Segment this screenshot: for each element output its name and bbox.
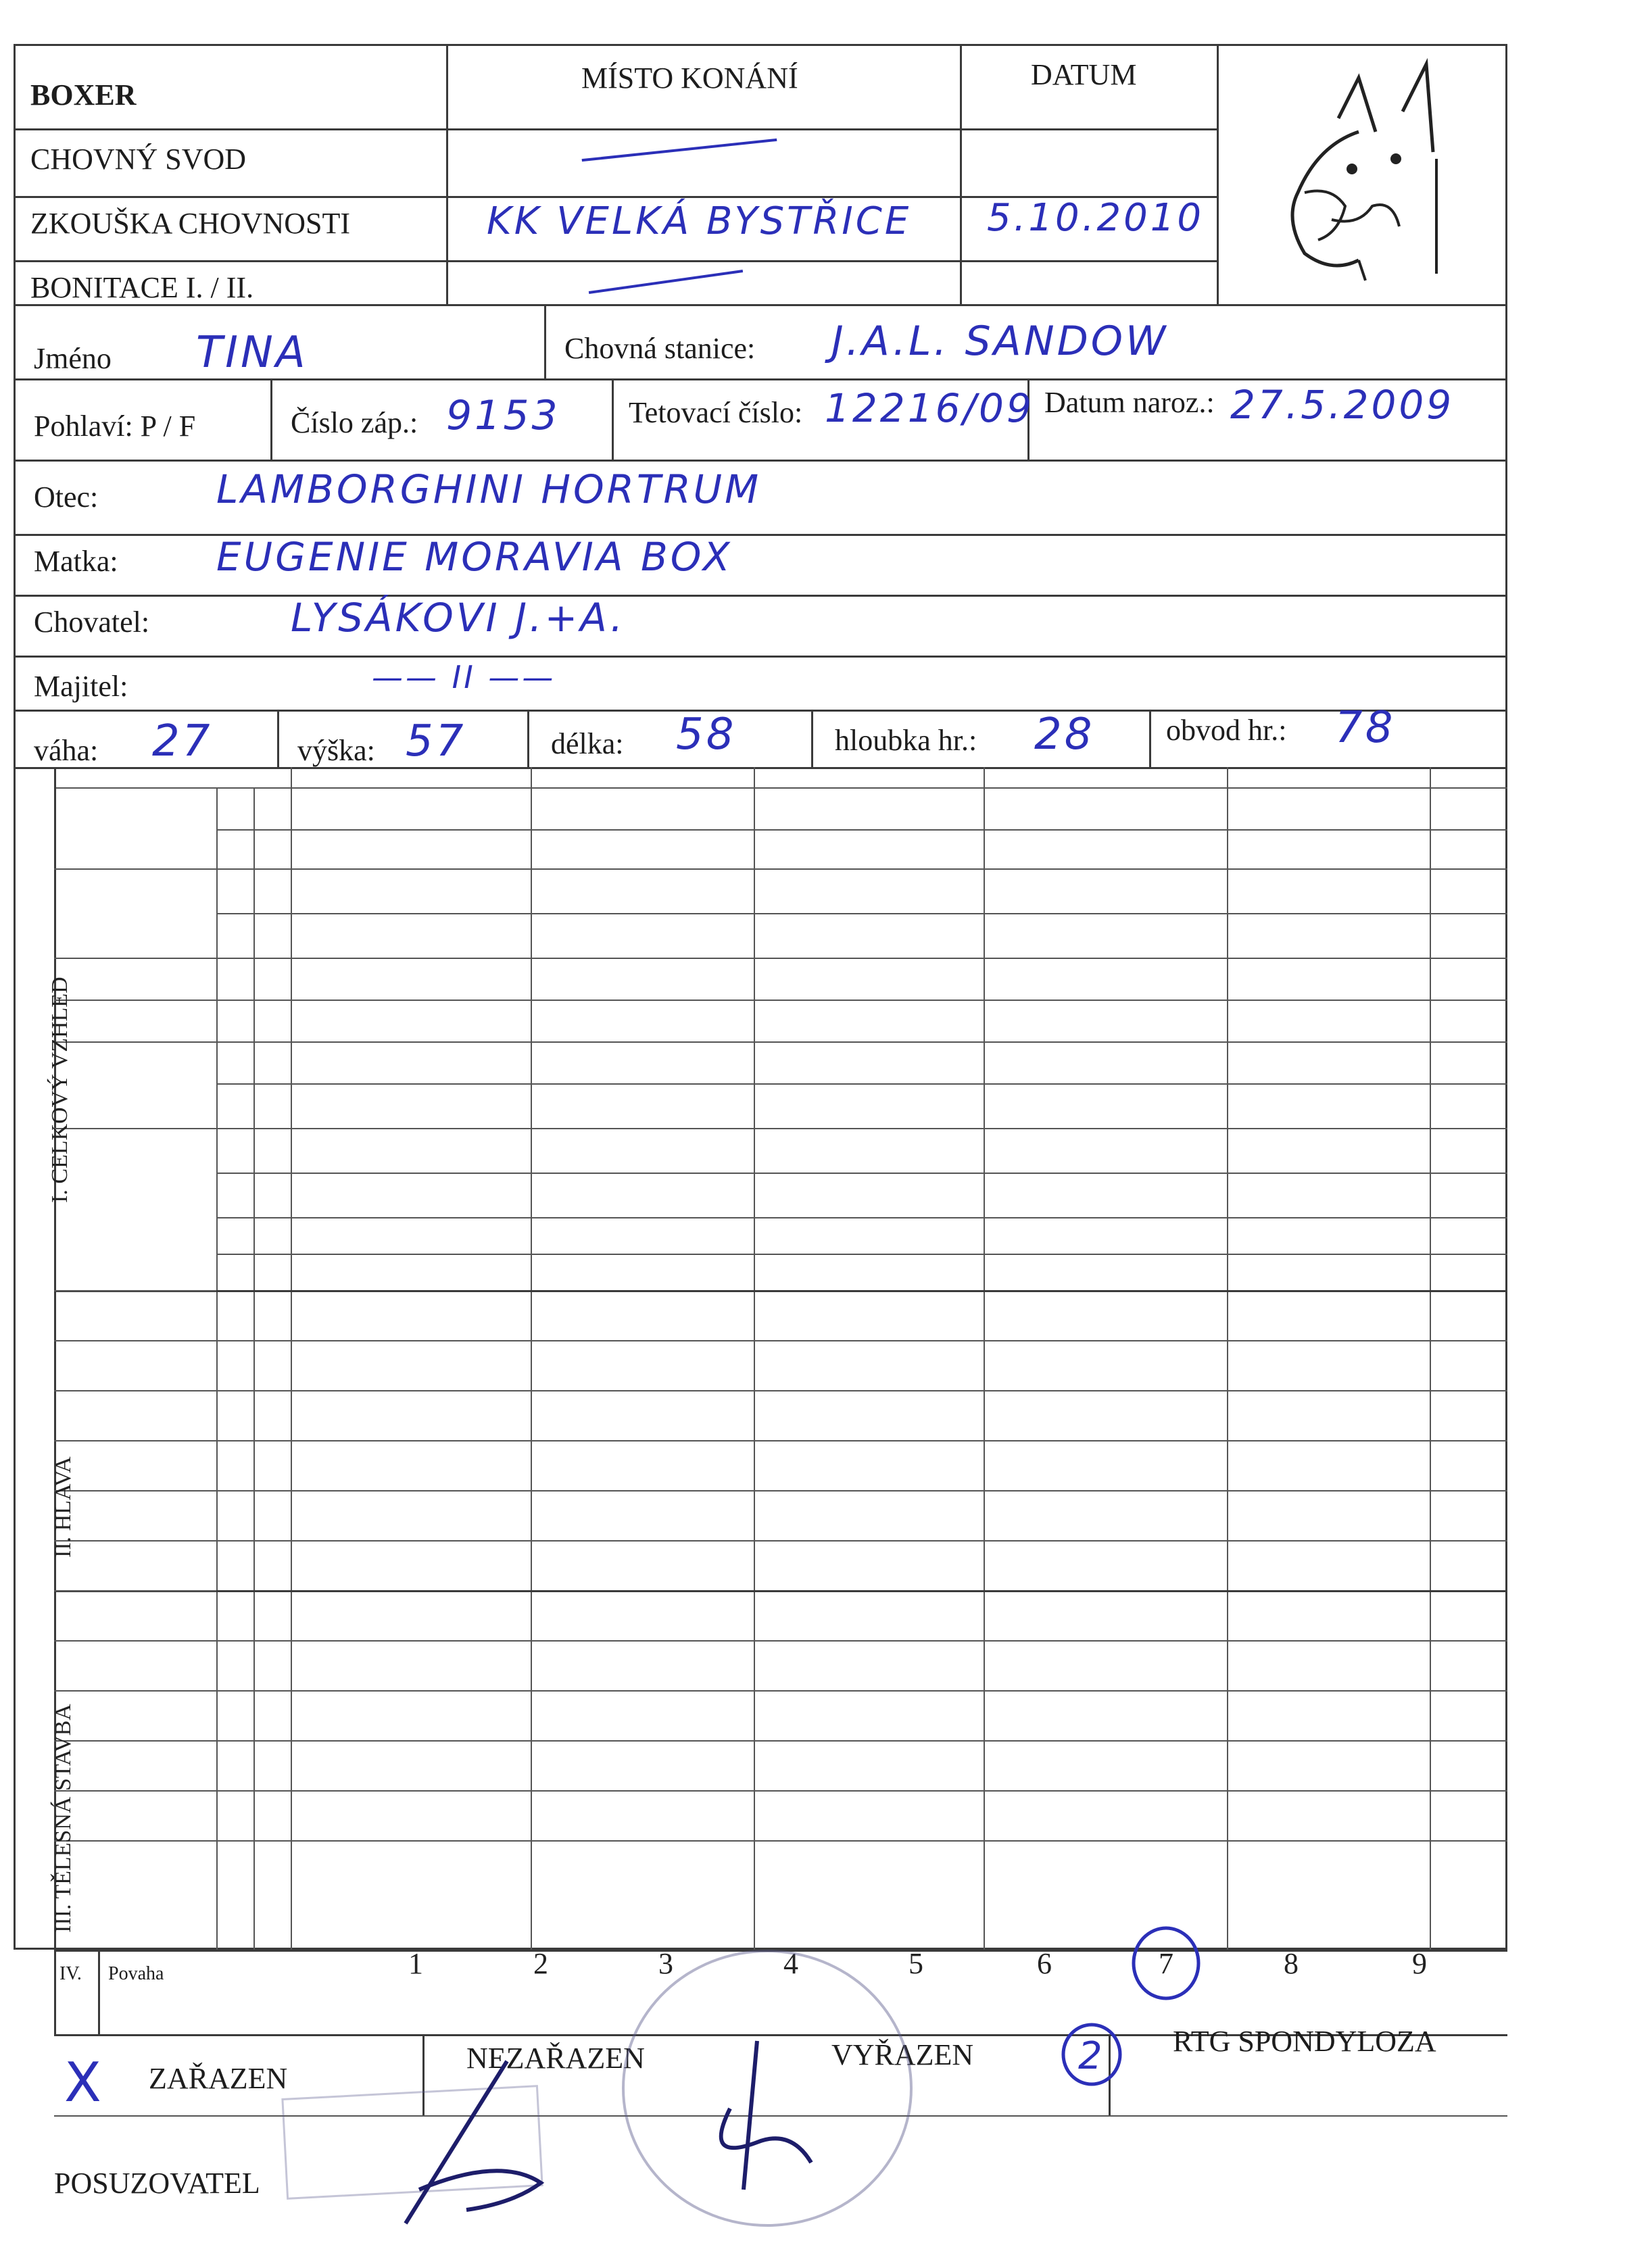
row-7-cell-d [986,1083,1224,1128]
row-0-cell-e [1230,787,1427,829]
row-9-cell-d [986,1173,1224,1217]
row-1-cell-c [756,829,981,868]
weight-label: váha: [34,734,99,767]
group-label-13 [57,1640,213,1690]
header-hline-3 [14,260,1217,262]
row-1-cell-d [986,829,1224,868]
row-21-cell-b [533,1740,751,1790]
row-15-cell-c [756,1440,981,1490]
owner-label: Majitel: [34,670,128,703]
group-label-10 [57,1490,213,1540]
table-vline [984,767,985,1950]
row-11-cell-e [1230,1254,1427,1290]
row-3-cell-c [756,913,981,958]
group-label-7 [57,1340,213,1390]
header-vline-3 [1217,44,1219,304]
table-vline [291,767,292,1950]
row-12-cell-a [293,1290,528,1340]
column-header-c [754,767,984,787]
row-12-cell-c [756,1290,981,1340]
row-6-cell-a [293,1041,528,1083]
table-vline [1227,767,1228,1950]
row-19-cell-e [1230,1640,1427,1690]
reg-value: 9153 [446,392,560,439]
column-header-e [1227,767,1430,787]
temper-scale-5: 5 [908,1947,923,1980]
section-celkovy-vzhled: I. CELKOVÝ VZHLED [47,977,72,1203]
table-vline [1430,767,1431,1950]
row-20-cell-c [756,1690,981,1740]
row-11-cell-a [293,1254,528,1290]
row-2-cell-b [533,868,751,913]
row-16-cell-e [1230,1490,1427,1540]
row-7-cell-c [756,1083,981,1128]
row-13-cell-b [533,1340,751,1390]
row-16-cell-b [533,1490,751,1540]
table-vline [531,767,532,1950]
length-label: délka: [551,727,624,760]
row-7-cell-a [293,1083,528,1128]
column-header-b [531,767,754,787]
row-6-cell-e [1230,1041,1427,1083]
info-hline-5 [14,656,1507,658]
group-label-9 [57,1440,213,1490]
header-hline-1 [14,128,1217,130]
group-label-16 [57,1790,213,1840]
row-0-cell-d [986,787,1224,829]
row-19-cell-c [756,1640,981,1690]
row-14-cell-e [1230,1390,1427,1440]
father-label: Otec: [34,480,99,514]
row-2-cell-e [1230,868,1427,913]
group-label-1 [57,868,213,958]
row-10-cell-b [533,1217,751,1254]
row-8-cell-c [756,1128,981,1173]
row-2-cell-a [293,868,528,913]
row-5-cell-c [756,1000,981,1041]
row-20-cell-b [533,1690,751,1740]
temper-selected-circle [1122,1923,1210,2004]
measure-vline-4 [1149,710,1151,767]
row-5-cell-b [533,1000,751,1041]
row-16-cell-c [756,1490,981,1540]
owner-value: —— II —— [372,659,556,695]
row-8-cell-b [533,1128,751,1173]
row-12-cell-e [1230,1290,1427,1340]
row-19-cell-b [533,1640,751,1690]
row-4-cell-b [533,958,751,1000]
group-label-11 [57,1540,213,1590]
column-header-d [984,767,1227,787]
row-23-cell-c [756,1840,981,1890]
mother-label: Matka: [34,545,118,578]
row-4-cell-a [293,958,528,1000]
breed-label: BOXER [30,78,137,112]
row-23-cell-b [533,1840,751,1890]
row-6-cell-d [986,1041,1224,1083]
measure-vline-2 [527,710,529,767]
height-value: 57 [406,716,466,766]
info-hline-6 [14,710,1507,712]
header-vline-1 [446,44,448,304]
birth-value: 27.5.2009 [1230,382,1455,428]
row-22-cell-b [533,1790,751,1840]
group-label-5 [57,1128,213,1290]
row-6-cell-c [756,1041,981,1083]
row-4-cell-c [756,958,981,1000]
group-label-15 [57,1740,213,1790]
temper-vline-1 [98,1950,100,2034]
row-14-cell-c [756,1390,981,1440]
tattoo-label: Tetovací číslo: [629,396,803,429]
row-18-cell-b [533,1590,751,1640]
temper-scale-9: 9 [1412,1947,1427,1980]
table-vline [216,787,218,1950]
judge-signature [379,2054,568,2230]
rtg-label: RTG SPONDYLOZA [1173,2025,1436,2058]
tattoo-value: 12216/09 [825,385,1034,431]
temper-scale-3: 3 [658,1947,673,1980]
reg-label: Číslo záp.: [291,406,418,439]
group-label-4 [57,1041,213,1128]
girth-label: obvod hr.: [1166,714,1287,747]
event-bonitace: BONITACE I. / II. [30,271,254,304]
place-value: KK VELKÁ BYSTŘICE [487,199,912,243]
row-7-cell-b [533,1083,751,1128]
row-16-cell-a [293,1490,528,1540]
row-21-cell-a [293,1740,528,1790]
date-label: DATUM [1031,58,1137,91]
group-label-8 [57,1390,213,1440]
measure-vline-3 [811,710,813,767]
row-13-cell-e [1230,1340,1427,1390]
result-included-mark: X [64,2051,101,2114]
row-19-cell-a [293,1640,528,1690]
temper-scale-7: 7 [1159,1947,1173,1980]
row-0-cell-c [756,787,981,829]
info-hline-2 [14,460,1507,462]
row-23-cell-e [1230,1840,1427,1890]
row-23-cell-a [293,1840,528,1890]
row-10-cell-c [756,1217,981,1254]
birth-label: Datum naroz.: [1044,386,1215,419]
result-excluded: VYŘAZEN [831,2038,974,2071]
row-22-cell-d [986,1790,1224,1840]
row-17-cell-b [533,1540,751,1590]
row-8-cell-e [1230,1128,1427,1173]
row-19-cell-d [986,1640,1224,1690]
column-header-souhrn [1430,767,1507,787]
girth-value: 78 [1335,703,1396,753]
group-label-0 [57,787,213,868]
temper-scale-8: 8 [1284,1947,1299,1980]
height-label: výška: [297,734,375,767]
row-2-cell-d [986,868,1224,913]
row-18-cell-a [293,1590,528,1640]
row-15-cell-d [986,1440,1224,1490]
row-23-cell-d [986,1840,1224,1890]
row-12-cell-d [986,1290,1224,1340]
row-18-cell-e [1230,1590,1427,1640]
row-14-cell-a [293,1390,528,1440]
row-20-cell-e [1230,1690,1427,1740]
depth-label: hloubka hr.: [835,724,977,757]
group-label-2 [57,958,213,1000]
row-22-cell-a [293,1790,528,1840]
row-16-cell-d [986,1490,1224,1540]
row-3-cell-d [986,913,1224,958]
row-21-cell-e [1230,1740,1427,1790]
row-8-cell-d [986,1128,1224,1173]
row-9-cell-e [1230,1173,1427,1217]
row-18-cell-d [986,1590,1224,1640]
club-signature [683,2027,831,2203]
temper-vline-2 [54,1950,56,2034]
header-vline-2 [960,44,962,304]
result-not-included: NEZAŘAZEN [466,2042,645,2075]
group-label-14 [57,1690,213,1740]
row-4-cell-e [1230,958,1427,1000]
row-9-cell-a [293,1173,528,1217]
depth-value: 28 [1034,710,1095,760]
breeder-label: Chovatel: [34,606,150,639]
boxer-head-icon [1257,51,1460,294]
sex-label: Pohlaví: P / F [34,410,196,443]
row-22-cell-e [1230,1790,1427,1840]
row-18-cell-c [756,1590,981,1640]
row-17-cell-a [293,1540,528,1590]
row-5-cell-d [986,1000,1224,1041]
section-hlava: II. HLAVA [51,1456,76,1558]
row-17-cell-c [756,1540,981,1590]
row-7-cell-e [1230,1083,1427,1128]
row-8-cell-a [293,1128,528,1173]
row-9-cell-b [533,1173,751,1217]
row-13-cell-a [293,1340,528,1390]
info-vline-name [544,304,546,378]
info-vline-sex [270,378,272,460]
row-11-cell-b [533,1254,751,1290]
temper-section: IV. [59,1963,82,1984]
row-5-cell-a [293,1000,528,1041]
info-vline-reg [612,378,614,460]
date-value: 5.10.2010 [987,196,1205,240]
row-3-cell-b [533,913,751,958]
group-label-6 [57,1290,213,1340]
row-1-cell-a [293,829,528,868]
place-label: MÍSTO KONÁNÍ [581,61,798,95]
group-label-3 [57,1000,213,1041]
row-0-cell-b [533,787,751,829]
row-10-cell-a [293,1217,528,1254]
row-20-cell-a [293,1690,528,1740]
row-11-cell-d [986,1254,1224,1290]
group-label-12 [57,1590,213,1640]
row-3-cell-e [1230,913,1427,958]
table-vline [253,787,255,1950]
event-zkouska: ZKOUŠKA CHOVNOSTI [30,207,351,240]
row-14-cell-b [533,1390,751,1440]
row-14-cell-d [986,1390,1224,1440]
rtg-value: 2 [1078,2034,1105,2078]
row-5-cell-e [1230,1000,1427,1041]
row-17-cell-d [986,1540,1224,1590]
row-10-cell-d [986,1217,1224,1254]
temper-scale-6: 6 [1037,1947,1052,1980]
event-chovny-svod: CHOVNÝ SVOD [30,143,247,176]
temper-label: Povaha [108,1963,164,1984]
group-label-17 [57,1840,213,1890]
kennel-label: Chovná stanice: [564,332,756,365]
row-10-cell-e [1230,1217,1427,1254]
temper-scale-2: 2 [533,1947,548,1980]
row-6-cell-b [533,1041,751,1083]
name-value: TINA [196,328,308,378]
weight-value: 27 [152,716,213,766]
row-9-cell-c [756,1173,981,1217]
name-label: Jméno [34,342,112,375]
row-1-cell-b [533,829,751,868]
row-12-cell-b [533,1290,751,1340]
info-hline-1 [14,378,1507,380]
judge-label: POSUZOVATEL [54,2167,260,2200]
section-telesna-stavba: III. TĚLESNÁ STAVBA [51,1704,76,1933]
breeder-value: LYSÁKOVI J.+A. [291,595,626,641]
row-1-cell-e [1230,829,1427,868]
row-0-cell-a [293,787,528,829]
kennel-value: J.A.L. SANDOW [831,318,1169,365]
row-2-cell-c [756,868,981,913]
row-22-cell-c [756,1790,981,1840]
temper-scale-1: 1 [408,1947,423,1980]
row-4-cell-d [986,958,1224,1000]
measure-vline-1 [277,710,279,767]
row-11-cell-c [756,1254,981,1290]
row-21-cell-c [756,1740,981,1790]
length-value: 58 [676,710,737,760]
mother-value: EUGENIE MORAVIA BOX [216,534,733,580]
row-15-cell-b [533,1440,751,1490]
result-included: ZAŘAZEN [149,2062,288,2095]
row-20-cell-d [986,1690,1224,1740]
row-15-cell-e [1230,1440,1427,1490]
column-header-a [291,767,531,787]
row-17-cell-e [1230,1540,1427,1590]
row-15-cell-a [293,1440,528,1490]
info-hline-4 [14,595,1507,597]
row-21-cell-d [986,1740,1224,1790]
row-13-cell-c [756,1340,981,1390]
temper-scale-4: 4 [783,1947,798,1980]
table-vline [754,767,755,1950]
father-value: LAMBORGHINI HORTRUM [216,466,762,512]
row-3-cell-a [293,913,528,958]
row-13-cell-d [986,1340,1224,1390]
